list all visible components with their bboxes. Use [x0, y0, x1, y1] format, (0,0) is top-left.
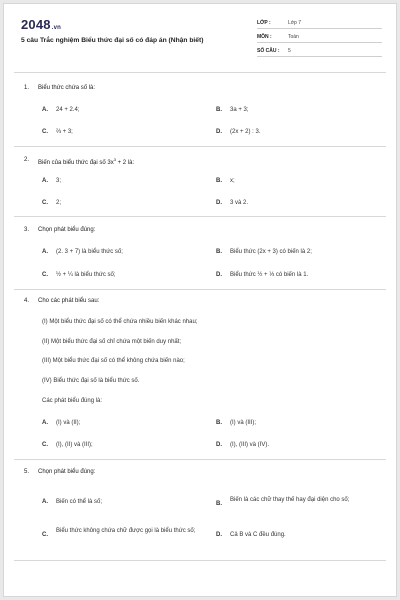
meta-value: Toán [288, 34, 299, 40]
divider [14, 72, 386, 73]
meta-value: Lớp 7 [288, 20, 302, 26]
meta-class [257, 17, 382, 29]
divider [14, 216, 386, 217]
divider [14, 560, 386, 561]
question-text: Chọn phát biểu đúng: [38, 227, 96, 233]
document-page: 2048.vn 5 câu Trắc nghiệm Biểu thức đại số có đáp án (Nhận biết) LỚP : Lớp 7 MÔN : Toán SỐ CÂU : 5 1. Biểu thức chứa số là: A. 24 + 2.4; B. 3a + 3; C. ⅔ + 3; D. (2x + 2) : 3. 2. Biến của biểu thức đại số $3x^3 + 2$ là: A. 3; B. x; C. 2; D. 3 và 2. 3. Chọn phát biểu đúng: A. (2. 3 + 7) là biểu thức số; B. Biểu thức (2x + 3) có biến là 2; C. ½ + ¼ là biểu thức số; D. Biểu thức ½ + ⅓ có biến là 1. 4. Cho các phát biểu sau: (I) Một biểu thức đại số có thể chứa nhiều biến khác nhau; (II) Một biểu thức đại số chỉ chứa một biến duy nhất; (III) Một biểu thức đại số có thể không chứa biến nào; (IV) Biểu thức đại số là biểu thức số. Các phát biểu đúng là: A. (I) và (II); B. (I) và (III); C. (I), (II) và (III); D. (I), (III) và (IV). 5. Chọn phát biểu đúng: A. Biến có thể là số; B. Biến là các chữ thay thế hay đại diện cho số; C. Biểu thức không chứa chữ được gọi là biểu thức số; D. Cả B và C đều đúng. [3, 3, 397, 597]
statement-prompt: Các phát biểu đúng là: [42, 398, 103, 404]
statement-2: (II) Một biểu thức đại số chỉ chứa một biến duy nhất; [42, 339, 182, 345]
question-text: Biến của biểu thức đại số $3x^3 + 2$ là: [38, 157, 135, 166]
divider [14, 289, 386, 290]
statement-1: (I) Một biểu thức đại số có thể chứa nhiều biến khác nhau; [42, 319, 198, 325]
statement-3: (III) Một biểu thức đại số có thể không chứa biến nào; [42, 358, 185, 364]
question-text: Cho các phát biểu sau: [38, 298, 100, 304]
question-text: Biểu thức chứa số là: [38, 85, 96, 91]
document-header [4, 4, 396, 62]
meta-label: MÔN : [257, 34, 272, 40]
meta-label: LỚP : [257, 20, 271, 26]
document-title: 5 câu Trắc nghiệm Biểu thức đại số có đáp án (Nhận biết) [21, 37, 204, 44]
site-logo[interactable]: 2048.vn [21, 17, 62, 32]
meta-question-count [257, 45, 382, 57]
meta-subject [257, 31, 382, 43]
meta-value: 5 [288, 48, 291, 54]
question-text: Chọn phát biểu đúng: [38, 469, 96, 475]
divider [14, 459, 386, 460]
meta-label: SỐ CÂU : [257, 48, 280, 54]
divider [14, 146, 386, 147]
statement-4: (IV) Biểu thức đại số là biểu thức số. [42, 378, 140, 384]
